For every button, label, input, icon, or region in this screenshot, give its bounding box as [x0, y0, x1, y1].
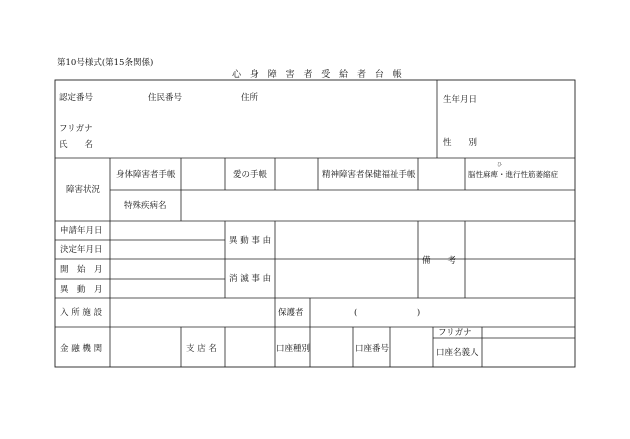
- remarks-label: 備 考: [422, 256, 457, 266]
- form-number: 第10号様式(第15条関係): [57, 58, 154, 68]
- gender-label: 性 別: [443, 138, 478, 148]
- name-label: 氏 名: [59, 140, 94, 150]
- account-holder-label: 口座名義人: [436, 348, 479, 358]
- account-number-label: 口座番号: [355, 344, 390, 354]
- decision-date-label: 決定年月日: [60, 245, 103, 255]
- change-month-label: 異 動 月: [60, 285, 103, 295]
- furigana-label: フリガナ: [59, 124, 93, 134]
- address-label: 住所: [241, 93, 259, 103]
- bank-furigana-label: フリガナ: [438, 328, 472, 338]
- application-date-label: 申請年月日: [60, 226, 103, 236]
- cert-number-label: 認定番号: [59, 93, 94, 103]
- page-title: 心 身 障 害 者 受 給 者 台 帳: [232, 70, 405, 80]
- cerebral-palsy-ruby: ひ: [497, 162, 503, 168]
- cerebral-palsy-label: 脳性麻痺・進行性筋萎縮症: [468, 170, 558, 179]
- branch-label: 支 店 名: [186, 344, 217, 354]
- loss-reason-label: 消 滅 事 由: [229, 274, 272, 284]
- facility-label: 入 所 施 設: [60, 308, 103, 318]
- account-type-label: 口座種別: [276, 344, 311, 354]
- specific-disease-label: 特殊疾病名: [124, 201, 167, 211]
- mental-handbook-label: 精神障害者保健福祉手帳: [322, 170, 416, 180]
- ai-handbook-label: 愛の手帳: [233, 170, 268, 180]
- birthdate-label: 生年月日: [443, 95, 478, 105]
- guardian-paren: ( ): [354, 308, 421, 318]
- resident-number-label: 住民番号: [148, 93, 183, 103]
- physical-handbook-label: 身体障害者手帳: [116, 170, 176, 180]
- bank-label: 金 融 機 関: [60, 344, 103, 354]
- disability-status-label: 障害状況: [66, 185, 101, 195]
- guardian-label: 保護者: [278, 308, 304, 318]
- change-reason-label: 異 動 事 由: [229, 236, 272, 246]
- start-month-label: 開 始 月: [60, 265, 103, 275]
- form-outer-border: [55, 80, 575, 367]
